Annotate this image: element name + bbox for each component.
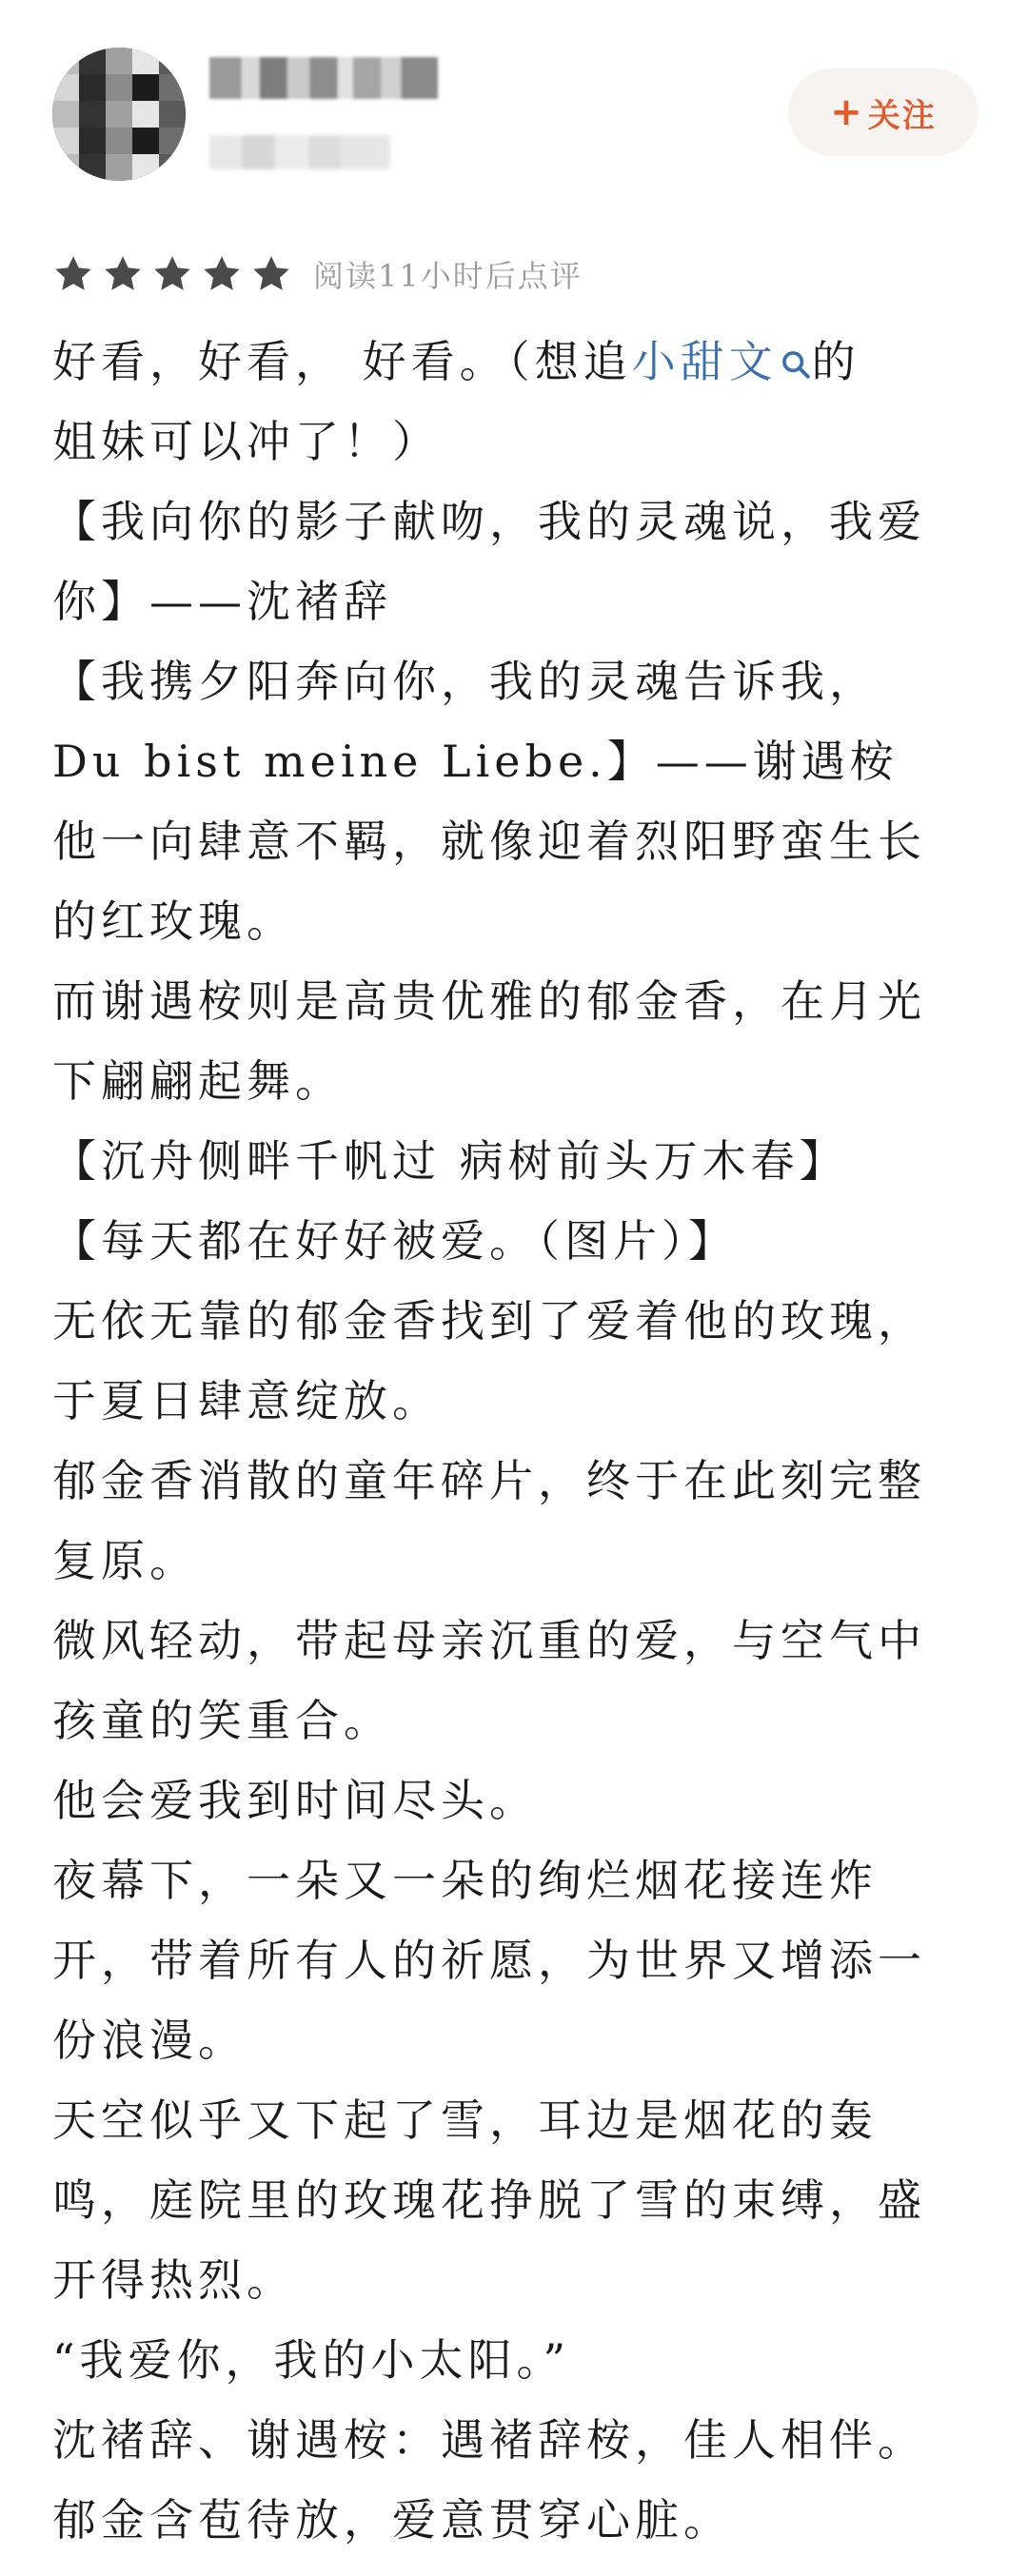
review-line <box>52 322 995 402</box>
review-line: 于夏日肆意绽放。 <box>52 1375 441 1426</box>
review-body <box>52 322 995 2560</box>
review-line: 份浪漫。 <box>52 2015 247 2066</box>
review-line: 郁金香消散的童年碎片，终于在此刻完整 <box>52 1455 926 1506</box>
review-line: 【我携夕阳奔向你，我的灵魂告诉我， <box>52 656 878 707</box>
follow-label: 关注 <box>867 96 937 135</box>
review-line: 夜幕下，一朵又一朵的绚烂烟花接连炸 <box>52 1855 878 1906</box>
review-line: 微风轻动，带起母亲沉重的爱，与空气中 <box>52 1615 926 1666</box>
review-line: 【沉舟侧畔千帆过 病树前头万木春】 <box>52 1135 848 1187</box>
review-line: 开得热烈。 <box>52 2254 295 2306</box>
review-line: 你】——沈褚辞 <box>52 576 392 627</box>
review-line: 姐妹可以冲了！） <box>52 416 441 467</box>
review-text: 好看，好看， 好看。（想追 <box>52 336 632 387</box>
review-line: 开，带着所有人的祈愿，为世界又增添一 <box>52 1935 926 1986</box>
avatar[interactable] <box>52 48 186 181</box>
review-header <box>0 0 1028 238</box>
review-line: 【我向你的影子献吻，我的灵魂说，我爱 <box>52 496 926 547</box>
star-icon <box>250 253 292 295</box>
rating-note: 阅读11小时后点评 <box>313 258 583 294</box>
review-text: 的 <box>811 336 860 387</box>
rating-row <box>52 247 583 301</box>
star-rating <box>52 253 292 295</box>
star-icon <box>151 253 193 295</box>
username-blurred[interactable] <box>209 57 438 99</box>
review-line: 他会爱我到时间尽头。 <box>52 1775 538 1826</box>
review-line: 天空似乎又下起了雪，耳边是烟花的轰 <box>52 2094 878 2146</box>
plus-icon: + <box>830 90 862 134</box>
review-line: 沈褚辞、谢遇桉：遇褚辞桉，佳人相伴。 <box>52 2414 926 2466</box>
search-link[interactable] <box>632 336 812 387</box>
review-line: 而谢遇桉则是高贵优雅的郁金香，在月光 <box>52 975 926 1027</box>
review-line: 孩童的笑重合。 <box>52 1695 392 1746</box>
review-line: 郁金含苞待放，爱意贯穿心脏。 <box>52 2494 732 2546</box>
review-line: 他一向肆意不羁，就像迎着烈阳野蛮生长 <box>52 816 926 867</box>
review-line: 下翩翩起舞。 <box>52 1055 344 1107</box>
review-line: 鸣，庭院里的玫瑰花挣脱了雪的束缚，盛 <box>52 2174 926 2226</box>
review-line: 的红玫瑰。 <box>52 895 295 947</box>
review-line: 复原。 <box>52 1535 198 1586</box>
review-line: 无依无靠的郁金香找到了爱着他的玫瑰， <box>52 1295 926 1347</box>
star-icon <box>201 253 243 295</box>
search-link-text: 小甜文 <box>631 336 778 387</box>
star-icon <box>102 253 144 295</box>
review-line: “我爱你，我的小太阳。” <box>52 2334 571 2386</box>
star-icon <box>52 253 94 295</box>
search-icon <box>780 348 812 381</box>
follow-button[interactable] <box>788 69 979 156</box>
user-subtitle-blurred <box>209 135 390 169</box>
review-line: 【每天都在好好被爱。（图片）】 <box>52 1215 737 1267</box>
review-line: Du bist meine Liebe.】——谢遇桉 <box>52 736 899 787</box>
